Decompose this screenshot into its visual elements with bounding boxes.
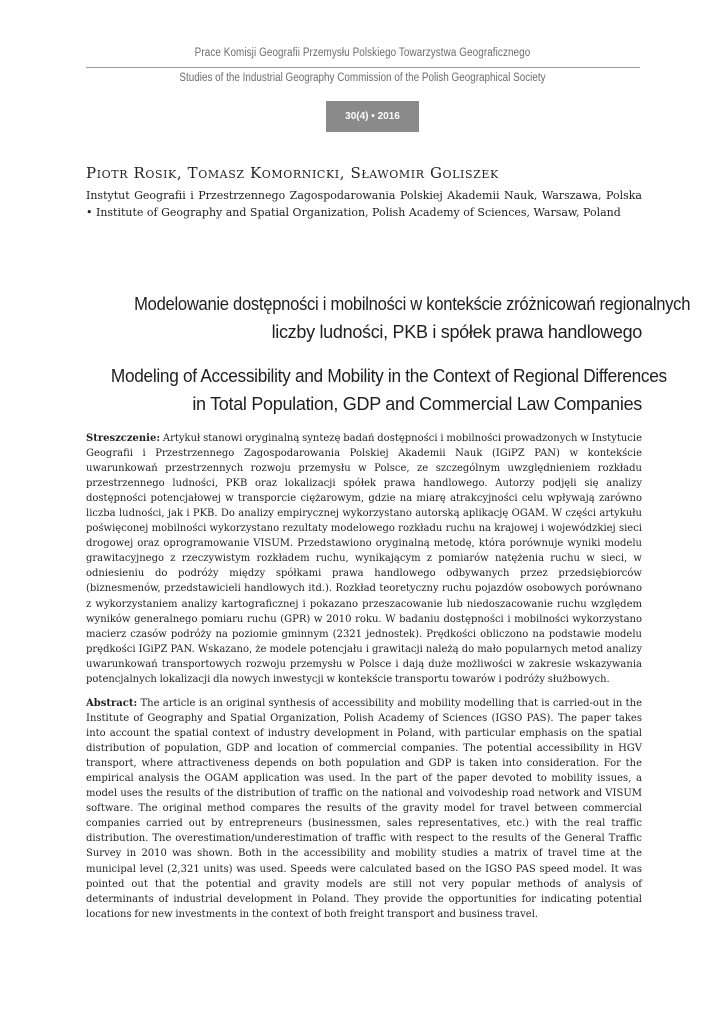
header-divider	[86, 67, 640, 68]
abstract-polish	[86, 431, 642, 687]
abstract-english-label: Abstract:	[86, 698, 138, 709]
title-english	[86, 362, 667, 418]
authors: Piotr Rosik, Tomasz Komornicki, Sławomir Goliszek	[86, 164, 499, 182]
journal-name-english: Studies of the Industrial Geography Commission of the Polish Geographical Society	[179, 72, 546, 84]
abstract-english-text: The article is an original synthesis of accessibility and mobility modelling that is carried-out in the Institute of Geography and Spatial Organization, Polish Academy of Sciences (IGSO PAS). The paper takes into account the spatial context of industry development in Poland, with particular emphasis on the spatial distribution of population, GDP and location of commercial companies. The potential accessibility in HGV transport, where attractiveness depends on both population and GDP is taken into consideration. For the empirical analysis the OGAM application was used. In the part of the paper devoted to mobility issues, a model uses the results of the distribution of traffic on the national and voivodeship road network and VISUM software. The original method compares the results of the gravity model for travel between commercial companies carried out by entrepreneurs (businessmen, sales representatives, etc.) with the real traffic distribution. The overestimation/underestimation of traffic with respect to the results of the General Traffic Survey in 2010 was shown. Both in the accessibility and mobility studies a matrix of travel time at the municipal level (2,321 units) was used. Speeds were calculated based on the IGSO PAS speed model. It was pointed out that the potential and gravity models are still not very popular methods of analysis of determinants of industrial development in Poland. They provide the opportunities for indicating potential locations for new investments in the context of both freight transport and business travel.	[86, 698, 642, 920]
abstract-polish-text: Artykuł stanowi oryginalną syntezę badań dostępności i mobilności prowadzonych w Instytucie Geografii i Przestrzennego Zagospodarowania Polskiej Akademii Nauk (IGiPZ PAN) w kontekście uwarunkowań przestrzennych rozwoju przemysłu w Polsce, ze szczególnym uwzględnieniem rozkładu przestrzennego ludności, PKB oraz lokalizacji spółek prawa handlowego. Autorzy podjęli się analizy dostępności potencjałowej w transporcie ciężarowym, gdzie na miarę atrakcyjności celu wpływają zarówno liczba ludności, jak i PKB. Do analizy empirycznej wykorzystano autorską aplikację OGAM. W części artykułu poświęconej mobilności wykorzystano rezultaty modelowego rozkładu ruchu na krajowej i wojewódzkiej sieci drogowej oraz oprogramowanie VISUM. Przedstawiono oryginalną metodę, która porównuje wyniki modelu grawitacyjnego z rzeczywistym rozkładem ruchu, wynikającym z pomiarów natężenia ruchu w sieci, w odniesieniu do podróży między spółkami prawa handlowego odbywanych przez przedsiębiorców (biznesmenów, przedstawicieli handlowych itd.). Rozkład teoretyczny ruchu pojazdów osobowych porównano z wykorzystaniem analizy kartograficznej i pokazano przeszacowanie lub niedoszacowanie ruchu względem wyników generalnego pomiaru ruchu (GPR) w 2010 roku. W badaniu dostępności i mobilności wykorzystano macierz czasów podróży na poziomie gminnym (2321 jednostek). Prędkości obliczono na podstawie modelu prędkości IGiPZ PAN. Wskazano, że modele potencjału i grawitacji należą do mało popularnych metod analizy uwarunkowań transportowych rozwoju przemysłu w Polsce i dają duże możliwości w zakresie wskazywania potencjalnych lokalizacji dla nowych inwestycji w kontekście transportu towarów i podróży służbowych.	[86, 433, 642, 685]
title-english-line-1: Modeling of Accessibility and Mobility in the Context of Regional Differences	[110, 366, 667, 386]
affiliation: Instytut Geografii i Przestrzennego Zagospodarowania Polskiej Akademii Nauk, Warszawa, Polska • Institute of Geography and Spatial Organization, Polish Academy of Sciences, Warsaw, Poland	[86, 189, 642, 219]
journal-name-polish: Prace Komisji Geografii Przemysłu Polskiego Towarzystwa Geograficznego	[194, 47, 531, 59]
title-polish-line-1: Modelowanie dostępności i mobilności w kontekście zróżnicowań regionalnych	[134, 294, 691, 314]
abstract-polish-label: Streszczenie:	[86, 433, 161, 444]
title-polish	[86, 290, 691, 346]
title-polish-line-2: liczby ludności, PKB i spółek prawa handlowego	[271, 322, 642, 342]
abstract-english	[86, 696, 642, 922]
title-english-line-2: in Total Population, GDP and Commercial Law Companies	[192, 394, 642, 414]
issue-badge: 30(4) • 2016	[326, 101, 419, 132]
